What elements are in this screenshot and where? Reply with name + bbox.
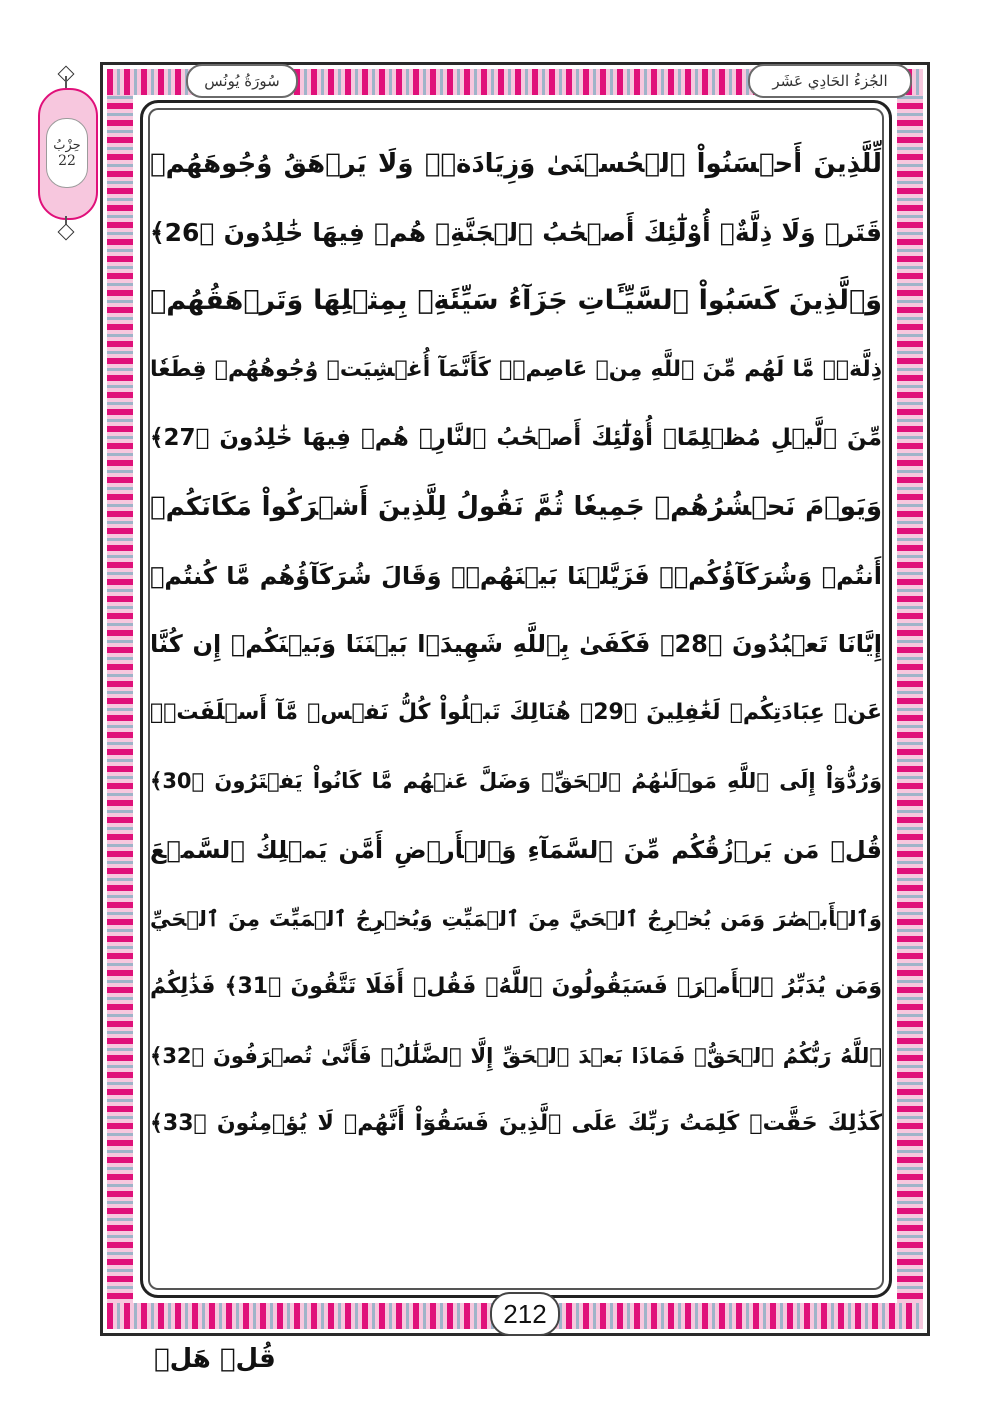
surah-name-cartouche: سُورَةُ يُونُس bbox=[186, 64, 298, 98]
catchword: قُلۡ هَلۡ bbox=[154, 1344, 276, 1374]
text-line: عَنۡ عِبَادَتِكُمۡ لَغَٰفِلِينَ ﴿29﴾ هُنَالِكَ تَبۡلُواْ كُلُّ نَفۡسٖ مَّآ أَسۡلَفَتۡۚ bbox=[150, 699, 882, 725]
text-line: مِّنَ ٱلَّيۡلِ مُظۡلِمًاۚ أُوْلَٰٓئِكَ أَصۡحَٰبُ ٱلنَّارِۖ هُمۡ فِيهَا خَٰلِدُونَ ﴿27﴾ bbox=[150, 425, 882, 452]
text-line: إِيَّانَا تَعۡبُدُونَ ﴿28﴾ فَكَفَىٰ بِٱللَّهِ شَهِيدَۢا بَيۡنَنَا وَبَيۡنَكُمۡ إِن كُنَّا bbox=[150, 630, 882, 659]
text-line: وَٱلۡأَبۡصَٰرَ وَمَن يُخۡرِجُ ٱلۡحَيَّ مِنَ ٱلۡمَيِّتِ وَيُخۡرِجُ ٱلۡمَيِّتَ مِنَ ٱلۡحَيِّ bbox=[150, 906, 882, 931]
juz-name-cartouche: الجُزءُ الحَادِي عَشَر bbox=[748, 64, 912, 98]
hizb-word: حِزْبُ bbox=[53, 137, 81, 153]
hizb-number: 22 bbox=[58, 152, 76, 169]
quran-text-block bbox=[150, 130, 882, 1159]
hizb-bottom-diamond-icon bbox=[58, 224, 75, 241]
text-line: ذِلَّةٞۖ مَّا لَهُم مِّنَ ٱللَّهِ مِنۡ عَاصِمٖۖ كَأَنَّمَآ أُغۡشِيَتۡ وُجُوهُهُمۡ قِطَعٗا bbox=[150, 356, 882, 382]
text-line: لِّلَّذِينَ أَحۡسَنُواْ ٱلۡحُسۡنَىٰ وَزِيَادَةٞۖ وَلَا يَرۡهَقُ وُجُوهَهُمۡ bbox=[150, 149, 882, 179]
page-number: 212 bbox=[490, 1292, 560, 1336]
text-line: أَنتُمۡ وَشُرَكَآؤُكُمۡۚ فَزَيَّلۡنَا بَيۡنَهُمۡۖ وَقَالَ شُرَكَآؤُهُم مَّا كُنتُمۡ bbox=[150, 561, 882, 590]
text-line: ٱللَّهُ رَبُّكُمُ ٱلۡحَقُّۖ فَمَاذَا بَعۡدَ ٱلۡحَقِّ إِلَّا ٱلضَّلَٰلُۖ فَأَنَّىٰ تُصۡرَفُونَ ﴿32﴾ bbox=[150, 1043, 882, 1068]
hizb-label bbox=[46, 118, 88, 188]
text-line: كَذَٰلِكَ حَقَّتۡ كَلِمَتُ رَبِّكَ عَلَى ٱلَّذِينَ فَسَقُوٓاْ أَنَّهُمۡ لَا يُؤۡمِنُونَ ﴿33﴾ bbox=[150, 1111, 882, 1137]
text-line: وَمَن يُدَبِّرُ ٱلۡأَمۡرَۚ فَسَيَقُولُونَ ٱللَّهُۚ فَقُلۡ أَفَلَا تَتَّقُونَ ﴿31﴾ فَذَٰلِكُمُ bbox=[150, 974, 882, 1000]
text-line: وَرُدُّوٓاْ إِلَى ٱللَّهِ مَوۡلَىٰهُمُ ٱلۡحَقِّۖ وَضَلَّ عَنۡهُم مَّا كَانُواْ يَفۡتَرُونَ ﴿30﴾ bbox=[150, 769, 882, 794]
text-line: وَٱلَّذِينَ كَسَبُواْ ٱلسَّيِّـَٔاتِ جَزَآءُ سَيِّئَةِۭ بِمِثۡلِهَا وَتَرۡهَقُهُمۡ bbox=[150, 285, 882, 317]
text-line: قَتَرٞ وَلَا ذِلَّةٌۚ أُوْلَٰٓئِكَ أَصۡحَٰبُ ٱلۡجَنَّةِۖ هُمۡ فِيهَا خَٰلِدُونَ ﴿26﴾ bbox=[150, 217, 882, 247]
text-line: وَيَوۡمَ نَحۡشُرُهُمۡ جَمِيعٗا ثُمَّ نَقُولُ لِلَّذِينَ أَشۡرَكُواْ مَكَانَكُمۡ bbox=[150, 491, 882, 522]
text-line: قُلۡ مَن يَرۡزُقُكُم مِّنَ ٱلسَّمَآءِ وَٱلۡأَرۡضِ أَمَّن يَمۡلِكُ ٱلسَّمۡعَ bbox=[150, 835, 882, 864]
hizb-marker bbox=[28, 66, 104, 238]
